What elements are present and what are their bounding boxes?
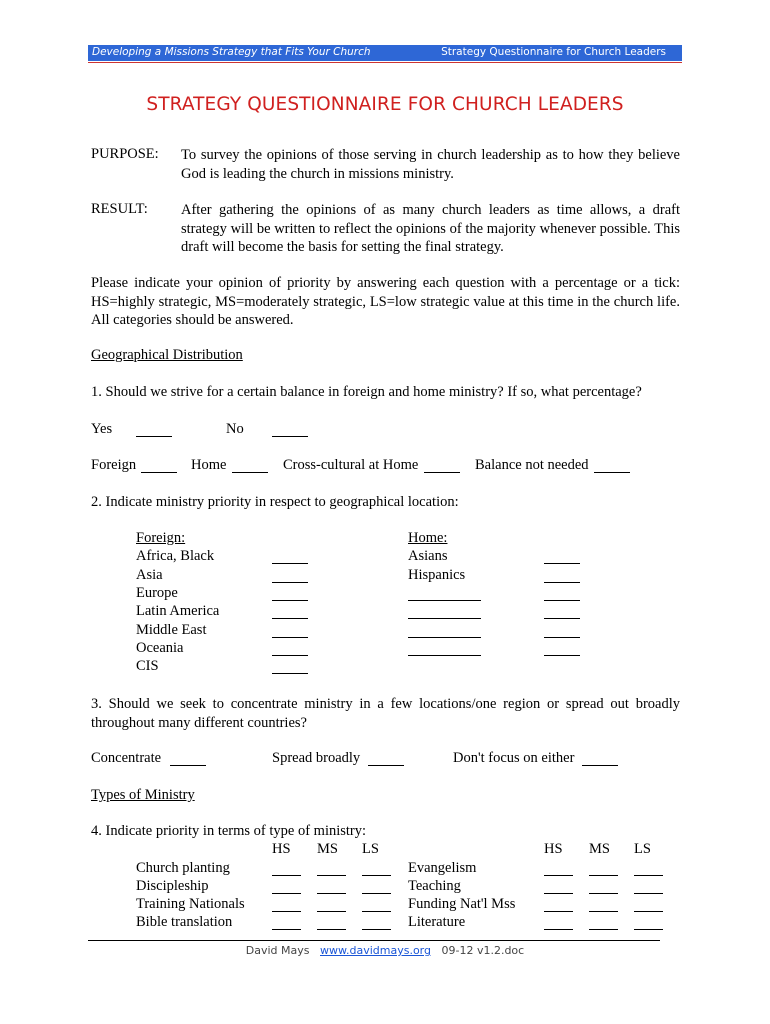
question-3-text: 3. Should we seek to concentrate ministry in a few locations/one region or spread out broadly throughout many different countries? bbox=[91, 696, 680, 731]
evangelism-ls-blank[interactable] bbox=[634, 862, 663, 876]
concentrate-label: Concentrate bbox=[91, 750, 162, 766]
instructions-text: Please indicate your opinion of priority by answering each question with a percentage or a tick: HS=highly strategic, MS=moderately strategic, LS=low strategic value at this time in the church life. All categories should be answered. bbox=[91, 275, 680, 328]
literature-hs-blank[interactable] bbox=[544, 916, 573, 930]
foreign-item-latin-america: Latin America bbox=[136, 603, 220, 619]
balance-not-needed-label: Balance not needed bbox=[475, 457, 589, 473]
ministry-item-literature: Literature bbox=[408, 914, 466, 930]
training-nationals-ms-blank[interactable] bbox=[317, 898, 346, 912]
foreign-item-cis: CIS bbox=[136, 658, 159, 674]
purpose-label: PURPOSE: bbox=[91, 146, 159, 162]
yes-label: Yes bbox=[91, 421, 113, 437]
home-blank-row-4[interactable] bbox=[544, 605, 580, 619]
ministry-item-discipleship: Discipleship bbox=[136, 878, 209, 894]
foreign-blank-middle-east[interactable] bbox=[272, 624, 308, 638]
section-types-of-ministry: Types of Ministry bbox=[91, 787, 195, 803]
foreign-heading: Foreign: bbox=[136, 530, 186, 546]
right-col-hs: HS bbox=[544, 841, 563, 857]
question-4-text: 4. Indicate priority in terms of type of ministry: bbox=[91, 823, 367, 839]
footer-rule bbox=[88, 940, 660, 941]
home-blank-asians[interactable] bbox=[544, 550, 580, 564]
dont-focus-blank[interactable] bbox=[582, 752, 618, 766]
home-item-blank-4[interactable] bbox=[408, 642, 481, 656]
foreign-item-asia: Asia bbox=[136, 567, 163, 583]
result-text: After gathering the opinions of as many church leaders as time allows, a draft strategy will be written to reflect the opinions of the majority whenever possible. This draft will become the basis for setting the final strategy. bbox=[181, 202, 680, 255]
church-planting-ls-blank[interactable] bbox=[362, 862, 391, 876]
left-col-ms: MS bbox=[317, 841, 338, 857]
left-col-hs: HS bbox=[272, 841, 291, 857]
ministry-item-funding: Funding Nat'l Mss bbox=[408, 896, 516, 912]
discipleship-hs-blank[interactable] bbox=[272, 880, 301, 894]
teaching-ls-blank[interactable] bbox=[634, 880, 663, 894]
foreign-blank-europe[interactable] bbox=[272, 587, 308, 601]
foreign-blank-asia[interactable] bbox=[272, 569, 308, 583]
bible-translation-hs-blank[interactable] bbox=[272, 916, 301, 930]
yes-blank[interactable] bbox=[136, 423, 172, 437]
home-item-blank-3[interactable] bbox=[408, 624, 481, 638]
purpose-text: To survey the opinions of those serving in church leadership as to how they believe God is leading the church in missions ministry. bbox=[181, 147, 680, 182]
footer-doc: 09-12 v1.2.doc bbox=[441, 944, 525, 957]
foreign-blank-cis[interactable] bbox=[272, 660, 308, 674]
home-blank-row-6[interactable] bbox=[544, 642, 580, 656]
teaching-hs-blank[interactable] bbox=[544, 880, 573, 894]
spread-broadly-blank[interactable] bbox=[368, 752, 404, 766]
home-item-blank-1[interactable] bbox=[408, 587, 481, 601]
footer-author: David Mays bbox=[245, 944, 310, 957]
foreign-blank[interactable] bbox=[141, 459, 177, 473]
question-1-text: 1. Should we strive for a certain balance in foreign and home ministry? If so, what percentage? bbox=[91, 384, 642, 400]
home-blank[interactable] bbox=[232, 459, 268, 473]
church-planting-ms-blank[interactable] bbox=[317, 862, 346, 876]
ministry-item-teaching: Teaching bbox=[408, 878, 461, 894]
training-nationals-ls-blank[interactable] bbox=[362, 898, 391, 912]
bible-translation-ms-blank[interactable] bbox=[317, 916, 346, 930]
home-item-hispanics: Hispanics bbox=[408, 567, 466, 583]
cross-cultural-label: Cross-cultural at Home bbox=[283, 457, 419, 473]
right-col-ms: MS bbox=[589, 841, 610, 857]
home-blank-row-5[interactable] bbox=[544, 624, 580, 638]
home-item-asians: Asians bbox=[408, 548, 448, 564]
header-left-text: Developing a Missions Strategy that Fits Your Church bbox=[92, 46, 371, 58]
home-heading: Home: bbox=[408, 530, 448, 546]
ministry-item-bible-translation: Bible translation bbox=[136, 914, 233, 930]
foreign-item-oceania: Oceania bbox=[136, 640, 184, 656]
header-right-text: Strategy Questionnaire for Church Leaders bbox=[441, 46, 666, 58]
footer bbox=[0, 944, 770, 957]
ministry-item-church-planting: Church planting bbox=[136, 860, 230, 876]
balance-not-needed-blank[interactable] bbox=[594, 459, 630, 473]
funding-hs-blank[interactable] bbox=[544, 898, 573, 912]
foreign-item-africa: Africa, Black bbox=[136, 548, 215, 564]
no-blank[interactable] bbox=[272, 423, 308, 437]
funding-ms-blank[interactable] bbox=[589, 898, 618, 912]
spread-broadly-label: Spread broadly bbox=[272, 750, 361, 766]
right-col-ls: LS bbox=[634, 841, 651, 857]
foreign-blank-africa[interactable] bbox=[272, 550, 308, 564]
evangelism-hs-blank[interactable] bbox=[544, 862, 573, 876]
result-label: RESULT: bbox=[91, 201, 148, 217]
footer-link[interactable]: www.davidmays.org bbox=[320, 944, 431, 957]
teaching-ms-blank[interactable] bbox=[589, 880, 618, 894]
cross-cultural-blank[interactable] bbox=[424, 459, 460, 473]
foreign-label: Foreign bbox=[91, 457, 137, 473]
home-item-blank-2[interactable] bbox=[408, 605, 481, 619]
home-blank-row-3[interactable] bbox=[544, 587, 580, 601]
evangelism-ms-blank[interactable] bbox=[589, 862, 618, 876]
literature-ms-blank[interactable] bbox=[589, 916, 618, 930]
question-2-text: 2. Indicate ministry priority in respect to geographical location: bbox=[91, 494, 459, 510]
left-col-ls: LS bbox=[362, 841, 379, 857]
discipleship-ls-blank[interactable] bbox=[362, 880, 391, 894]
foreign-blank-latin-america[interactable] bbox=[272, 605, 308, 619]
section-geographical-distribution: Geographical Distribution bbox=[91, 347, 243, 363]
funding-ls-blank[interactable] bbox=[634, 898, 663, 912]
ministry-item-evangelism: Evangelism bbox=[408, 860, 477, 876]
church-planting-hs-blank[interactable] bbox=[272, 862, 301, 876]
training-nationals-hs-blank[interactable] bbox=[272, 898, 301, 912]
home-blank-hispanics[interactable] bbox=[544, 569, 580, 583]
discipleship-ms-blank[interactable] bbox=[317, 880, 346, 894]
literature-ls-blank[interactable] bbox=[634, 916, 663, 930]
concentrate-blank[interactable] bbox=[170, 752, 206, 766]
bible-translation-ls-blank[interactable] bbox=[362, 916, 391, 930]
dont-focus-label: Don't focus on either bbox=[453, 750, 575, 766]
foreign-blank-oceania[interactable] bbox=[272, 642, 308, 656]
home-label: Home bbox=[191, 457, 227, 473]
foreign-item-middle-east: Middle East bbox=[136, 622, 207, 638]
foreign-item-europe: Europe bbox=[136, 585, 178, 601]
ministry-item-training-nationals: Training Nationals bbox=[136, 896, 245, 912]
no-label: No bbox=[226, 421, 244, 437]
page-title: STRATEGY QUESTIONNAIRE FOR CHURCH LEADERS bbox=[146, 94, 624, 115]
header-rule bbox=[88, 62, 682, 63]
